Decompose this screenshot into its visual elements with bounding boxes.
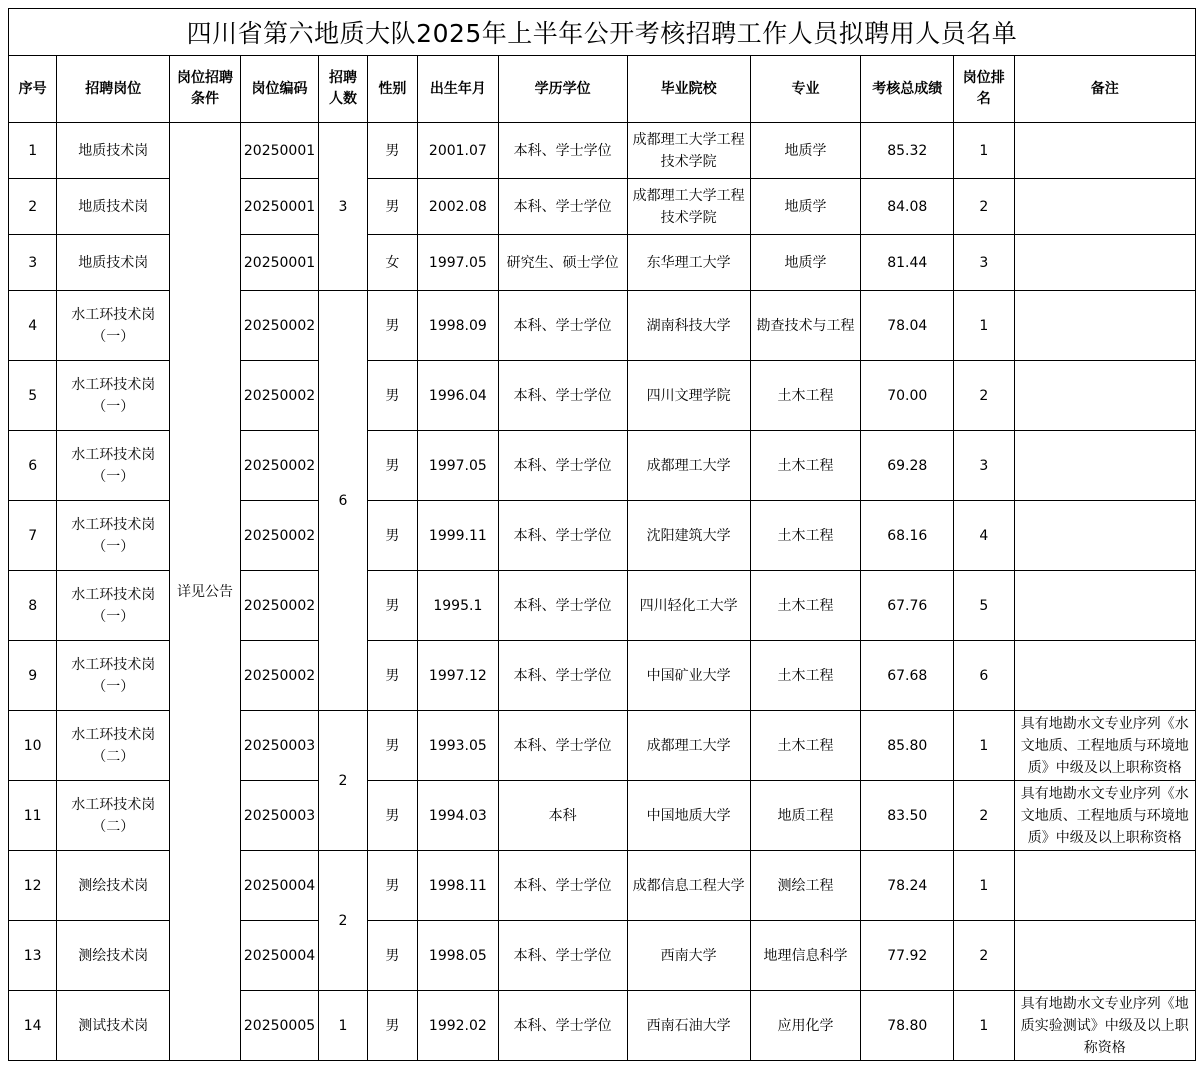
cell-position: 水工环技术岗（一） [57, 431, 170, 501]
cell-count: 1 [319, 991, 367, 1061]
cell-birth: 1997.05 [418, 235, 499, 291]
cell-position: 水工环技术岗（一） [57, 501, 170, 571]
cell-education: 本科、学士学位 [498, 179, 627, 235]
cell-major: 土木工程 [750, 711, 861, 781]
cell-major: 地理信息科学 [750, 921, 861, 991]
cell-remark [1014, 571, 1195, 641]
cell-birth: 1995.1 [418, 571, 499, 641]
cell-gender: 男 [367, 711, 417, 781]
header-conditions: 岗位招聘条件 [170, 56, 241, 123]
cell-birth: 1997.12 [418, 641, 499, 711]
cell-major: 地质学 [750, 123, 861, 179]
header-seq: 序号 [9, 56, 57, 123]
cell-major: 土木工程 [750, 571, 861, 641]
cell-education: 本科、学士学位 [498, 571, 627, 641]
cell-birth: 2001.07 [418, 123, 499, 179]
cell-gender: 男 [367, 641, 417, 711]
header-gender: 性别 [367, 56, 417, 123]
cell-rank: 5 [954, 571, 1014, 641]
header-row [9, 56, 1196, 123]
cell-rank: 3 [954, 431, 1014, 501]
cell-major: 应用化学 [750, 991, 861, 1061]
cell-position: 测绘技术岗 [57, 851, 170, 921]
cell-rank: 2 [954, 781, 1014, 851]
cell-rank: 2 [954, 179, 1014, 235]
cell-remark: 具有地勘水文专业序列《地质实验测试》中级及以上职称资格 [1014, 991, 1195, 1061]
cell-seq: 10 [9, 711, 57, 781]
cell-education: 本科、学士学位 [498, 921, 627, 991]
cell-remark [1014, 361, 1195, 431]
cell-school: 四川文理学院 [627, 361, 750, 431]
cell-remark [1014, 431, 1195, 501]
cell-score: 67.68 [861, 641, 954, 711]
cell-gender: 男 [367, 431, 417, 501]
cell-school: 沈阳建筑大学 [627, 501, 750, 571]
cell-gender: 男 [367, 571, 417, 641]
cell-count: 2 [319, 851, 367, 991]
cell-remark [1014, 851, 1195, 921]
cell-school: 东华理工大学 [627, 235, 750, 291]
cell-major: 测绘工程 [750, 851, 861, 921]
cell-seq: 11 [9, 781, 57, 851]
cell-seq: 13 [9, 921, 57, 991]
cell-code: 20250002 [240, 501, 319, 571]
cell-gender: 男 [367, 781, 417, 851]
cell-education: 本科、学士学位 [498, 641, 627, 711]
cell-code: 20250005 [240, 991, 319, 1061]
cell-code: 20250003 [240, 711, 319, 781]
cell-seq: 3 [9, 235, 57, 291]
header-remark: 备注 [1014, 56, 1195, 123]
cell-code: 20250001 [240, 123, 319, 179]
cell-code: 20250004 [240, 851, 319, 921]
header-major: 专业 [750, 56, 861, 123]
cell-gender: 男 [367, 179, 417, 235]
cell-position: 水工环技术岗（一） [57, 571, 170, 641]
cell-score: 70.00 [861, 361, 954, 431]
cell-school: 中国矿业大学 [627, 641, 750, 711]
candidate-table [8, 55, 1196, 1061]
cell-education: 本科、学士学位 [498, 123, 627, 179]
cell-education: 本科、学士学位 [498, 991, 627, 1061]
cell-school: 成都理工大学 [627, 711, 750, 781]
cell-birth: 1996.04 [418, 361, 499, 431]
header-education: 学历学位 [498, 56, 627, 123]
cell-code: 20250002 [240, 361, 319, 431]
cell-score: 85.32 [861, 123, 954, 179]
cell-score: 67.76 [861, 571, 954, 641]
cell-school: 湖南科技大学 [627, 291, 750, 361]
cell-education: 本科、学士学位 [498, 431, 627, 501]
cell-education: 本科、学士学位 [498, 711, 627, 781]
header-school: 毕业院校 [627, 56, 750, 123]
cell-birth: 1992.02 [418, 991, 499, 1061]
cell-seq: 2 [9, 179, 57, 235]
cell-seq: 4 [9, 291, 57, 361]
cell-birth: 1998.11 [418, 851, 499, 921]
cell-school: 成都信息工程大学 [627, 851, 750, 921]
cell-score: 78.24 [861, 851, 954, 921]
cell-rank: 6 [954, 641, 1014, 711]
cell-major: 地质工程 [750, 781, 861, 851]
cell-rank: 1 [954, 123, 1014, 179]
cell-school: 成都理工大学工程技术学院 [627, 179, 750, 235]
cell-score: 85.80 [861, 711, 954, 781]
cell-seq: 14 [9, 991, 57, 1061]
cell-score: 77.92 [861, 921, 954, 991]
cell-school: 四川轻化工大学 [627, 571, 750, 641]
cell-remark [1014, 501, 1195, 571]
cell-gender: 男 [367, 361, 417, 431]
cell-code: 20250003 [240, 781, 319, 851]
cell-code: 20250001 [240, 235, 319, 291]
cell-position: 地质技术岗 [57, 235, 170, 291]
cell-count: 2 [319, 711, 367, 851]
cell-education: 本科、学士学位 [498, 361, 627, 431]
cell-gender: 男 [367, 921, 417, 991]
cell-rank: 1 [954, 291, 1014, 361]
header-count: 招聘人数 [319, 56, 367, 123]
cell-seq: 8 [9, 571, 57, 641]
cell-seq: 9 [9, 641, 57, 711]
cell-score: 83.50 [861, 781, 954, 851]
cell-education: 研究生、硕士学位 [498, 235, 627, 291]
cell-rank: 1 [954, 851, 1014, 921]
cell-school: 成都理工大学 [627, 431, 750, 501]
cell-rank: 2 [954, 361, 1014, 431]
cell-rank: 2 [954, 921, 1014, 991]
table-row [9, 123, 1196, 179]
cell-remark [1014, 921, 1195, 991]
cell-school: 西南石油大学 [627, 991, 750, 1061]
cell-remark: 具有地勘水文专业序列《水文地质、工程地质与环境地质》中级及以上职称资格 [1014, 711, 1195, 781]
cell-gender: 男 [367, 991, 417, 1061]
cell-count: 6 [319, 291, 367, 711]
cell-code: 20250002 [240, 291, 319, 361]
cell-remark [1014, 235, 1195, 291]
header-code: 岗位编码 [240, 56, 319, 123]
cell-education: 本科、学士学位 [498, 291, 627, 361]
cell-school: 成都理工大学工程技术学院 [627, 123, 750, 179]
cell-gender: 男 [367, 501, 417, 571]
cell-school: 西南大学 [627, 921, 750, 991]
header-birth: 出生年月 [418, 56, 499, 123]
cell-count: 3 [319, 123, 367, 291]
cell-score: 78.80 [861, 991, 954, 1061]
cell-code: 20250001 [240, 179, 319, 235]
cell-school: 中国地质大学 [627, 781, 750, 851]
cell-seq: 6 [9, 431, 57, 501]
cell-seq: 5 [9, 361, 57, 431]
cell-seq: 7 [9, 501, 57, 571]
cell-score: 69.28 [861, 431, 954, 501]
cell-remark [1014, 641, 1195, 711]
cell-education: 本科、学士学位 [498, 851, 627, 921]
cell-position: 地质技术岗 [57, 179, 170, 235]
cell-code: 20250002 [240, 431, 319, 501]
cell-position: 水工环技术岗（一） [57, 361, 170, 431]
cell-birth: 1993.05 [418, 711, 499, 781]
cell-birth: 1994.03 [418, 781, 499, 851]
cell-education: 本科、学士学位 [498, 501, 627, 571]
cell-birth: 1998.09 [418, 291, 499, 361]
cell-birth: 1997.05 [418, 431, 499, 501]
cell-conditions: 详见公告 [170, 123, 241, 1061]
cell-score: 84.08 [861, 179, 954, 235]
cell-position: 测试技术岗 [57, 991, 170, 1061]
cell-score: 78.04 [861, 291, 954, 361]
cell-position: 地质技术岗 [57, 123, 170, 179]
cell-remark [1014, 291, 1195, 361]
header-position: 招聘岗位 [57, 56, 170, 123]
cell-major: 土木工程 [750, 361, 861, 431]
cell-remark: 具有地勘水文专业序列《水文地质、工程地质与环境地质》中级及以上职称资格 [1014, 781, 1195, 851]
cell-gender: 男 [367, 851, 417, 921]
cell-education: 本科 [498, 781, 627, 851]
cell-code: 20250004 [240, 921, 319, 991]
cell-score: 81.44 [861, 235, 954, 291]
cell-position: 水工环技术岗（一） [57, 641, 170, 711]
cell-major: 土木工程 [750, 641, 861, 711]
cell-code: 20250002 [240, 571, 319, 641]
cell-gender: 男 [367, 123, 417, 179]
cell-birth: 1998.05 [418, 921, 499, 991]
cell-birth: 1999.11 [418, 501, 499, 571]
cell-rank: 3 [954, 235, 1014, 291]
cell-major: 地质学 [750, 235, 861, 291]
cell-major: 土木工程 [750, 431, 861, 501]
cell-major: 地质学 [750, 179, 861, 235]
cell-position: 测绘技术岗 [57, 921, 170, 991]
document-page [8, 8, 1196, 1072]
cell-seq: 12 [9, 851, 57, 921]
header-rank: 岗位排名 [954, 56, 1014, 123]
cell-major: 土木工程 [750, 501, 861, 571]
cell-seq: 1 [9, 123, 57, 179]
cell-gender: 男 [367, 291, 417, 361]
cell-major: 勘查技术与工程 [750, 291, 861, 361]
cell-rank: 4 [954, 501, 1014, 571]
cell-code: 20250002 [240, 641, 319, 711]
cell-rank: 1 [954, 711, 1014, 781]
cell-position: 水工环技术岗（二） [57, 781, 170, 851]
header-score: 考核总成绩 [861, 56, 954, 123]
cell-position: 水工环技术岗（一） [57, 291, 170, 361]
cell-score: 68.16 [861, 501, 954, 571]
cell-gender: 女 [367, 235, 417, 291]
cell-rank: 1 [954, 991, 1014, 1061]
cell-position: 水工环技术岗（二） [57, 711, 170, 781]
cell-birth: 2002.08 [418, 179, 499, 235]
cell-remark [1014, 123, 1195, 179]
cell-remark [1014, 179, 1195, 235]
document-title: 四川省第六地质大队2025年上半年公开考核招聘工作人员拟聘用人员名单 [8, 8, 1196, 55]
